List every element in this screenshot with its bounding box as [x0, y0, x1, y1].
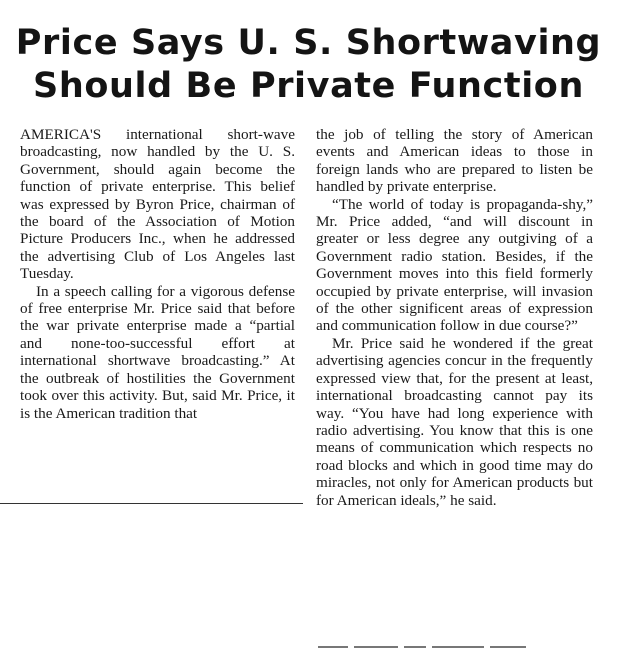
paragraph-1: AMERICA'S international short-wave broadcasting, now handled by the U. S. Government, should again become the function of private enterprise. This belief was expressed by Byron Price, chairman of the board of the Association of Motion Picture Producers Inc., when he addressed the advertising Club of Los Angeles last Tuesday. — [20, 126, 295, 283]
column-end-rule — [0, 503, 303, 504]
right-column — [316, 126, 593, 509]
paragraph-3: “The world of today is propaganda-shy,” Mr. Price added, “and will discount in greater or less degree any outgiving of a Government radio station. Besides, if the Government moves into this field formerly occupied by private enterprise, will invasion of the other significent areas of expression and communication follow in due course?” — [316, 195, 593, 335]
headline-line-1: Price Says U. S. Shortwaving — [15, 23, 602, 63]
paragraph-2: In a speech calling for a vigorous defense of free enterprise Mr. Price said that before the war private enterprise made a “partial and none-too-successful effort at international shortwave broadcasting.” At the outbreak of hostilities the Government took over this activity. But, said Mr. Price, it is the American tradition that — [20, 282, 295, 422]
headline-line-2: Should Be Private Function — [33, 66, 584, 106]
article-headline — [0, 22, 617, 108]
cut-off-next-line — [318, 646, 568, 651]
paragraph-2-continued: the job of telling the story of American events and American ideas to those in foreign lands who are prepared to listen be handled by private enterprise. — [316, 126, 593, 196]
paragraph-4: Mr. Price said he wondered if the great advertising agencies concur in the frequently expressed view that, for the present at least, international broadcasting cannot pay its way. “You have had long experience with radio advertising. You know that this is one means of communication which respects no road blocks and which in good time may do miracles, not only for American products but for American ideals,” he said. — [316, 334, 593, 509]
left-column — [20, 126, 295, 422]
